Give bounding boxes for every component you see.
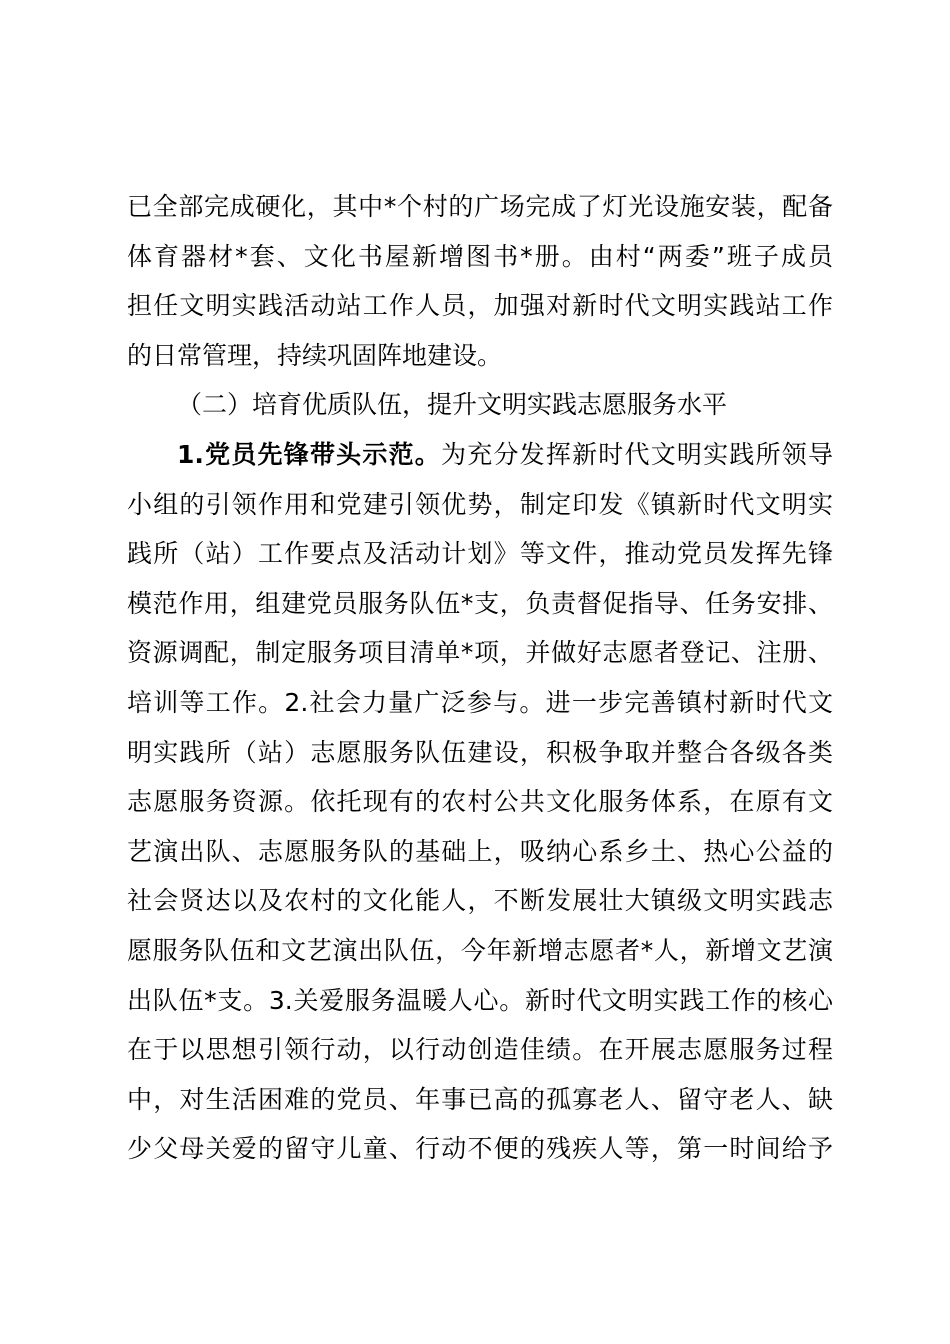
paragraph-2 bbox=[127, 430, 833, 1174]
text-line: 已全部完成硬化，其中*个村的广场完成了灯光设施安装，配备 bbox=[127, 192, 833, 221]
paragraph-1 bbox=[127, 182, 833, 380]
text-line-first bbox=[127, 430, 833, 480]
text-line: 愿服务队伍和文艺演出队伍，今年新增志愿者*人，新增文艺演 bbox=[127, 935, 833, 965]
section-heading: （二）培育优质队伍，提升文明实践志愿服务水平 bbox=[177, 390, 728, 420]
text-line: 培训等工作。2.社会力量广泛参与。进一步完善镇村新时代文 bbox=[127, 687, 833, 717]
text-line: 体育器材*套、文化书屋新增图书*册。由村“两委”班子成员 bbox=[127, 241, 833, 271]
document-body bbox=[127, 182, 833, 1174]
text-line: 少父母关爱的留守儿童、行动不便的残疾人等，第一时间给予 bbox=[127, 1134, 833, 1164]
text-line: 模范作用，组建党员服务队伍*支，负责督促指导、任务安排、 bbox=[127, 588, 833, 618]
text-line: 小组的引领作用和党建引领优势，制定印发《镇新时代文明实 bbox=[127, 489, 833, 519]
text-line: 明实践所（站）志愿服务队伍建设，积极争取并整合各级各类 bbox=[127, 737, 833, 767]
text-line: 艺演出队、志愿服务队的基础上，吸纳心系乡土、热心公益的 bbox=[127, 836, 833, 866]
text-line: 在于以思想引领行动，以行动创造佳绩。在开展志愿服务过程 bbox=[127, 1035, 833, 1065]
text-line: 的日常管理，持续巩固阵地建设。 bbox=[127, 340, 503, 370]
text-line: 践所（站）工作要点及活动计划》等文件，推动党员发挥先锋 bbox=[127, 539, 833, 569]
text-line: 担任文明实践活动站工作人员，加强对新时代文明实践站工作 bbox=[127, 291, 833, 321]
subheading-party-members: 1.党员先锋带头示范。 bbox=[177, 439, 442, 469]
text-line: 资源调配，制定服务项目清单*项，并做好志愿者登记、注册、 bbox=[127, 638, 833, 668]
text-line: 社会贤达以及农村的文化能人，不断发展壮大镇级文明实践志 bbox=[127, 886, 833, 916]
text-line: 志愿服务资源。依托现有的农村公共文化服务体系，在原有文 bbox=[127, 787, 833, 817]
text-line: 中，对生活困难的党员、年事已高的孤寡老人、留守老人、缺 bbox=[127, 1084, 833, 1114]
text-line: 出队伍*支。3.关爱服务温暖人心。新时代文明实践工作的核心 bbox=[127, 985, 833, 1015]
text-line-rest: 为充分发挥新时代文明实践所领导 bbox=[441, 439, 833, 469]
